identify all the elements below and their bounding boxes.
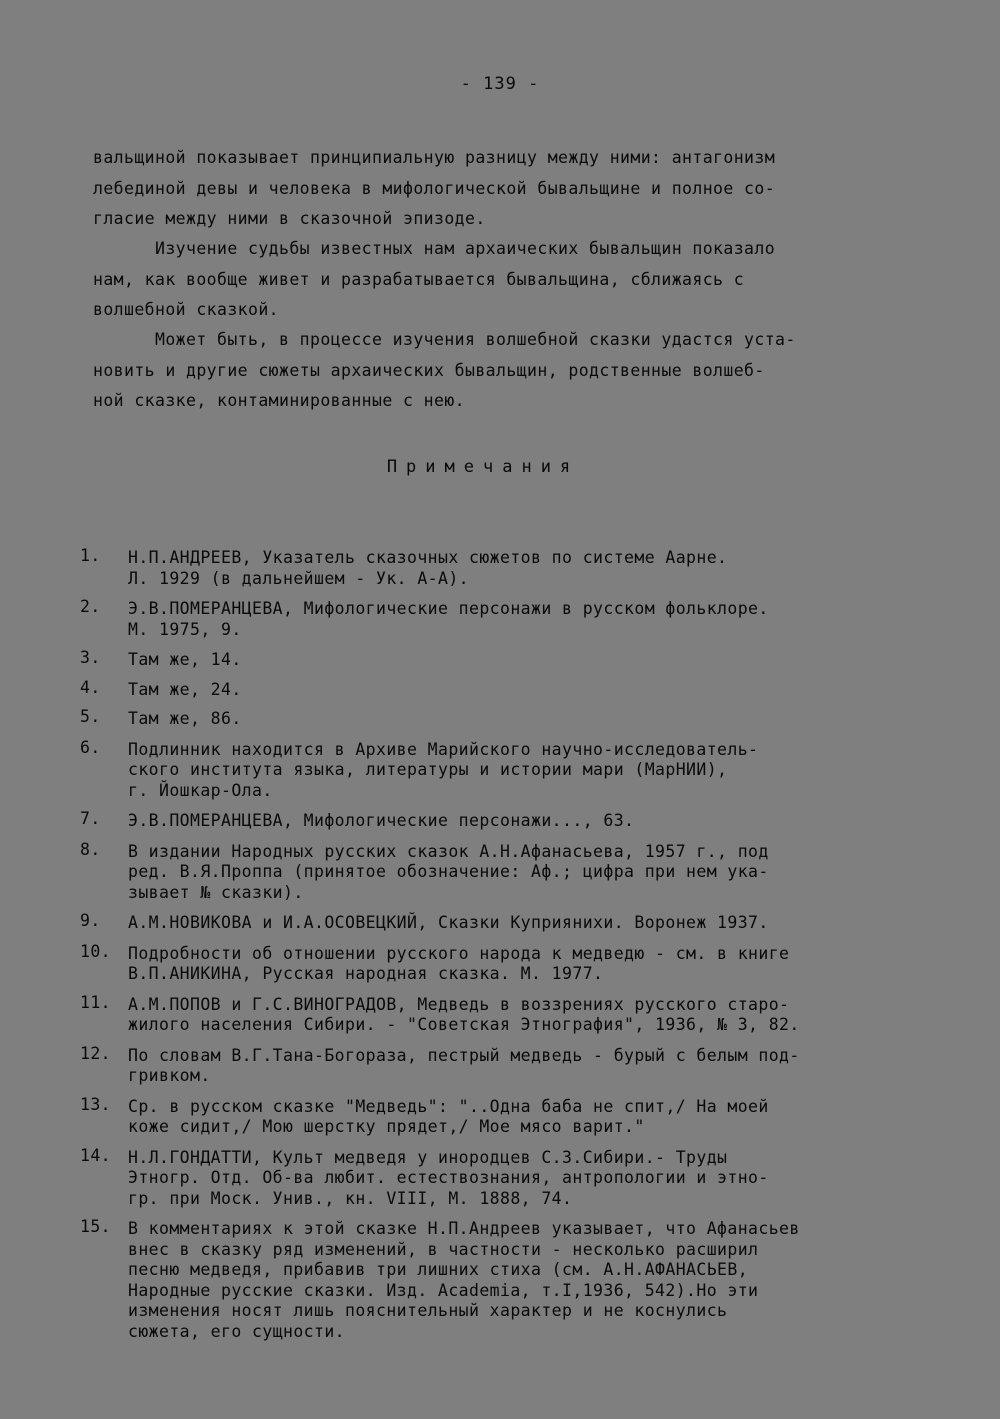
note-item [80, 737, 940, 802]
note-text: Н.П.АНДРЕЕВ, Указатель сказочных сюжетов по системе Аарне. Л. 1929 (в дальнейшем - Ук. А-А). [128, 548, 728, 588]
note-item [80, 1145, 940, 1210]
note-number: 14. [80, 1145, 112, 1165]
note-number: 1. [80, 546, 101, 565]
note-text: Подлинник находится в Архиве Марийского научно-исследователь- ского института языка, литературы и истории мари (МарНИИ), г. Йошкар-Ола. [128, 739, 759, 800]
note-number: 9. [80, 911, 101, 930]
notes-list [80, 548, 940, 1342]
note-text: Там же, 14. [128, 650, 242, 669]
note-number: 4. [80, 677, 101, 697]
note-item [80, 811, 940, 832]
note-text: В издании Народных русских сказок А.Н.Афанасьева, 1957 г., под ред. В.Я.Проппа (принятое обозначение: Аф.; цифра при нем ука- зывает № сказки). [128, 841, 769, 902]
note-number: 12. [80, 1043, 112, 1063]
note-text: Ср. в русском сказке "Медведь": "..Одна баба не спит,/ На моей коже сидит,/ Мою шерстку прядет,/ Мое мясо варит." [128, 1096, 769, 1136]
note-number: 2. [80, 597, 101, 616]
note-item [80, 1043, 940, 1087]
note-text: Н.Л.ГОНДАТТИ, Культ медведя у инородцев С.З.Сибири.- Труды Этногр. Отд. Об-ва любит. естествознания, антропологии и этно- гр. при Моск. Унив., кн. VIII, М. 1888, 74. [128, 1147, 769, 1208]
note-item [80, 992, 940, 1036]
page-number: - 139 - [460, 74, 540, 94]
body-paragraph: Изучение судьбы известных нам архаических бывальщин показало нам, как вообще живет и разрабатывается бывальщина, сближаясь с волшебной сказкой. [93, 239, 776, 319]
note-number: 6. [80, 737, 101, 757]
note-text: Подробности об отношении русского народа к медведю - см. в книге В.П.АНИКИНА, Русская народная сказка. М. 1977. [128, 943, 790, 983]
note-text: Э.В.ПОМЕРАНЦЕВА, Мифологические персонажи..., 63. [128, 811, 635, 830]
note-text: Э.В.ПОМЕРАНЦЕВА, Мифологические персонажи в русском фольклоре. М. 1975, 9. [128, 599, 769, 639]
body-paragraph: Может быть, в процессе изучения волшебной сказки удастся уста- новить и другие сюжеты архаических бывальщин, родственные волшеб- ной сказке, контаминированные с нею. [93, 330, 796, 410]
note-text: А.М.НОВИКОВА и И.А.ОСОВЕЦКИЙ, Сказки Куприянихи. Воронеж 1937. [128, 913, 769, 932]
note-item [80, 599, 940, 640]
note-text: По словам В.Г.Тана-Богораза, пестрый медведь - бурый с белым под- гривком. [128, 1045, 800, 1085]
note-item [80, 650, 940, 671]
notes-heading: Примечания [386, 457, 580, 477]
note-item [80, 1094, 940, 1138]
note-item [80, 913, 940, 934]
note-item [80, 709, 940, 730]
note-item [80, 1219, 940, 1342]
note-item [80, 548, 940, 589]
note-number: 8. [80, 839, 101, 859]
note-number: 11. [80, 992, 112, 1012]
note-text: А.М.ПОПОВ и Г.С.ВИНОГРАДОВ, Медведь в воззрениях русского старо- жилого населения Сибири. - "Советская Этнография", 1936, № 3, 82. [128, 994, 800, 1034]
note-text: Там же, 24. [128, 679, 242, 699]
body-paragraph: вальщиной показывает принципиальную разницу между ними: антагонизм лебединой девы и человека в мифологической бывальщине и полное со- гласие между ними в сказочной эпизоде. [93, 148, 776, 228]
note-item [80, 839, 940, 904]
note-item [80, 941, 940, 985]
note-item [80, 677, 940, 701]
note-number: 7. [80, 809, 101, 828]
note-text: В комментариях к этой сказке Н.П.Андреев указывает, что Афанасьев внес в сказку ряд изменений, в частности - несколько расширил песню медведя, прибавив три лишних стиха (см. А.Н.АФАНАСЬЕВ, Народные русские сказки. Изд. Academia, т.I,1936, 542).Но эти изменения носят лишь пояснительный характер и не коснулись сюжета, его сущности. [128, 1219, 800, 1341]
note-number: 13. [80, 1094, 112, 1114]
note-number: 5. [80, 707, 101, 726]
note-number: 10. [80, 941, 112, 961]
note-number: 15. [80, 1217, 112, 1236]
note-number: 3. [80, 648, 101, 667]
note-text: Там же, 86. [128, 709, 242, 728]
